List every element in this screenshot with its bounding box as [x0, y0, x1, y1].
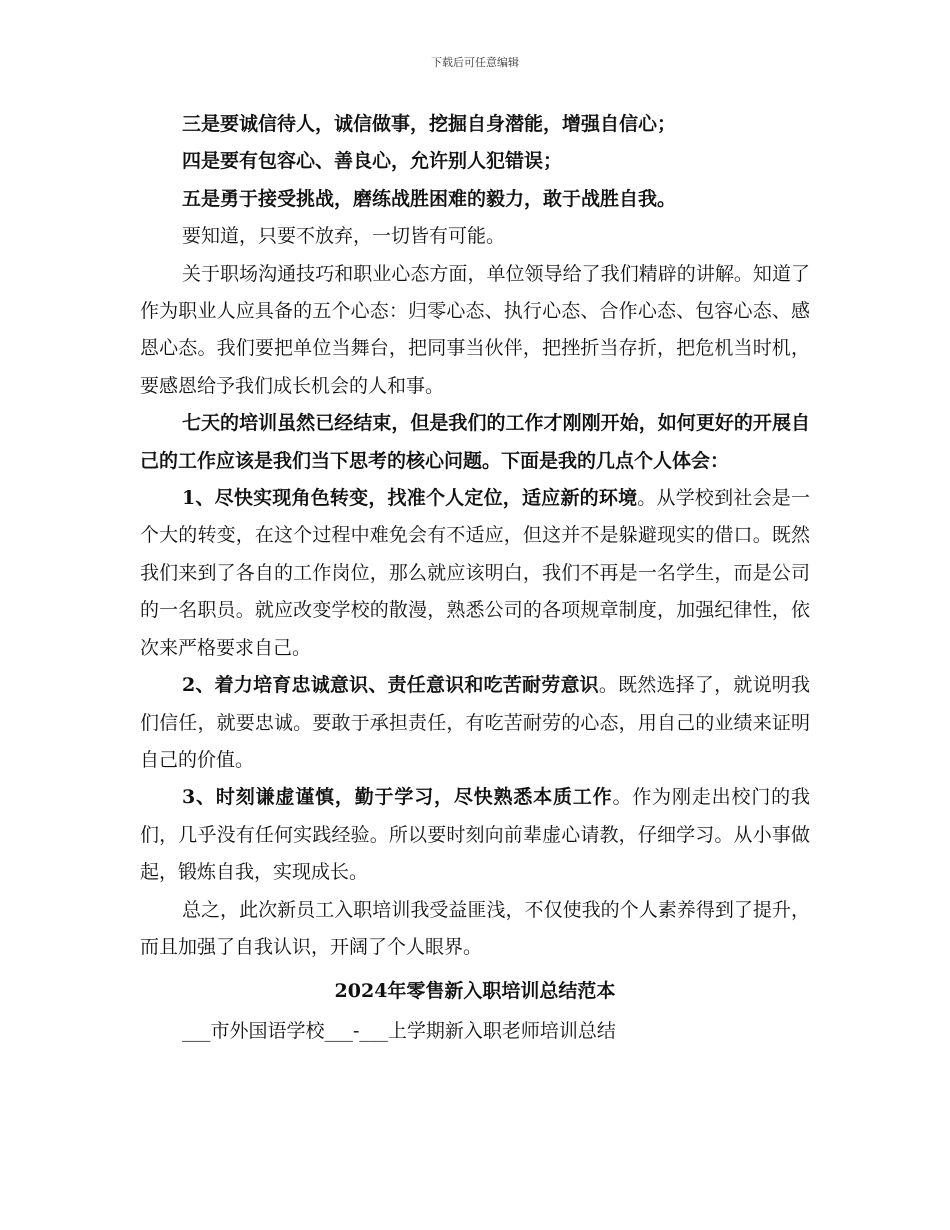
document-body: [140, 106, 810, 1051]
paragraph-conclusion: 总之，此次新员工入职培训我受益匪浅，不仅使我的个人素养得到了提升，而且加强了自我认识，开阔了个人眼界。: [140, 898, 810, 958]
experience-2-text: 。既然选择了，就说明我们信任，就要忠诚。要敢于承担责任，有吃苦耐劳的心态，用自己的业绩来证明自己的价值。: [140, 674, 810, 771]
experience-2-heading: 2、着力培育忠诚意识、责任意识和吃苦耐劳意识: [182, 674, 599, 697]
paragraph-never-give-up: 要知道，只要不放弃，一切皆有可能。: [182, 225, 506, 248]
paragraph-experience-3: [140, 779, 810, 891]
page-header: 下载后可任意编辑: [431, 56, 519, 69]
experience-3-text: 。作为刚走出校门的我们，几乎没有任何实践经验。所以要时刻向前辈虚心请教，仔细学习。从小事做起，锻炼自我，实现成长。: [140, 786, 810, 884]
paragraph-point-three: 三是要诚信待人，诚信做事，挖掘自身潜能，增强自信心；: [182, 113, 677, 135]
paragraph-training-summary-intro: 七天的培训虽然已经结束，但是我们的工作才刚刚开始，如何更好的开展自己的工作应该是我们当下思考的核心问题。下面是我的几点个人体会：: [140, 412, 810, 472]
paragraph-experience-1: [140, 480, 810, 667]
paragraph-experience-2: [140, 667, 810, 779]
experience-1-heading: 1、尽快实现角色转变，找准个人定位，适应新的环境: [182, 487, 638, 510]
paragraph-point-five: 五是勇于接受挑战，磨练战胜困难的毅力，敢于战胜自我。: [182, 187, 677, 210]
section-subtitle: ___市外国语学校___-___上学期新入职老师培训总结: [182, 1020, 616, 1043]
experience-1-text: 。从学校到社会是一个大的转变，在这个过程中难免会有不适应，但这并不是躲避现实的借口。既然我们来到了各自的工作岗位，那么就应该明白，我们不再是一名学生，而是公司的一名职员。就应改变学校的散漫，熟悉公司的各项规章制度，加强纪律性，依次来严格要求自己。: [140, 487, 810, 659]
section-title: 2024年零售新入职培训总结范本: [334, 980, 616, 1003]
paragraph-workplace-communication: 关于职场沟通技巧和职业心态方面，单位领导给了我们精辟的讲解。知道了作为职业人应具备的五个心态：归零心态、执行心态、合作心态、包容心态、感恩心态。我们要把单位当舞台，把同事当伙伴，把挫折当存折，把危机当时机，要感恩给予我们成长机会的人和事。: [140, 262, 810, 397]
experience-3-heading: 3、时刻谦虚谨慎，勤于学习，尽快熟悉本质工作: [182, 786, 613, 809]
paragraph-point-four: 四是要有包容心、善良心，允许别人犯错误；: [182, 150, 563, 173]
